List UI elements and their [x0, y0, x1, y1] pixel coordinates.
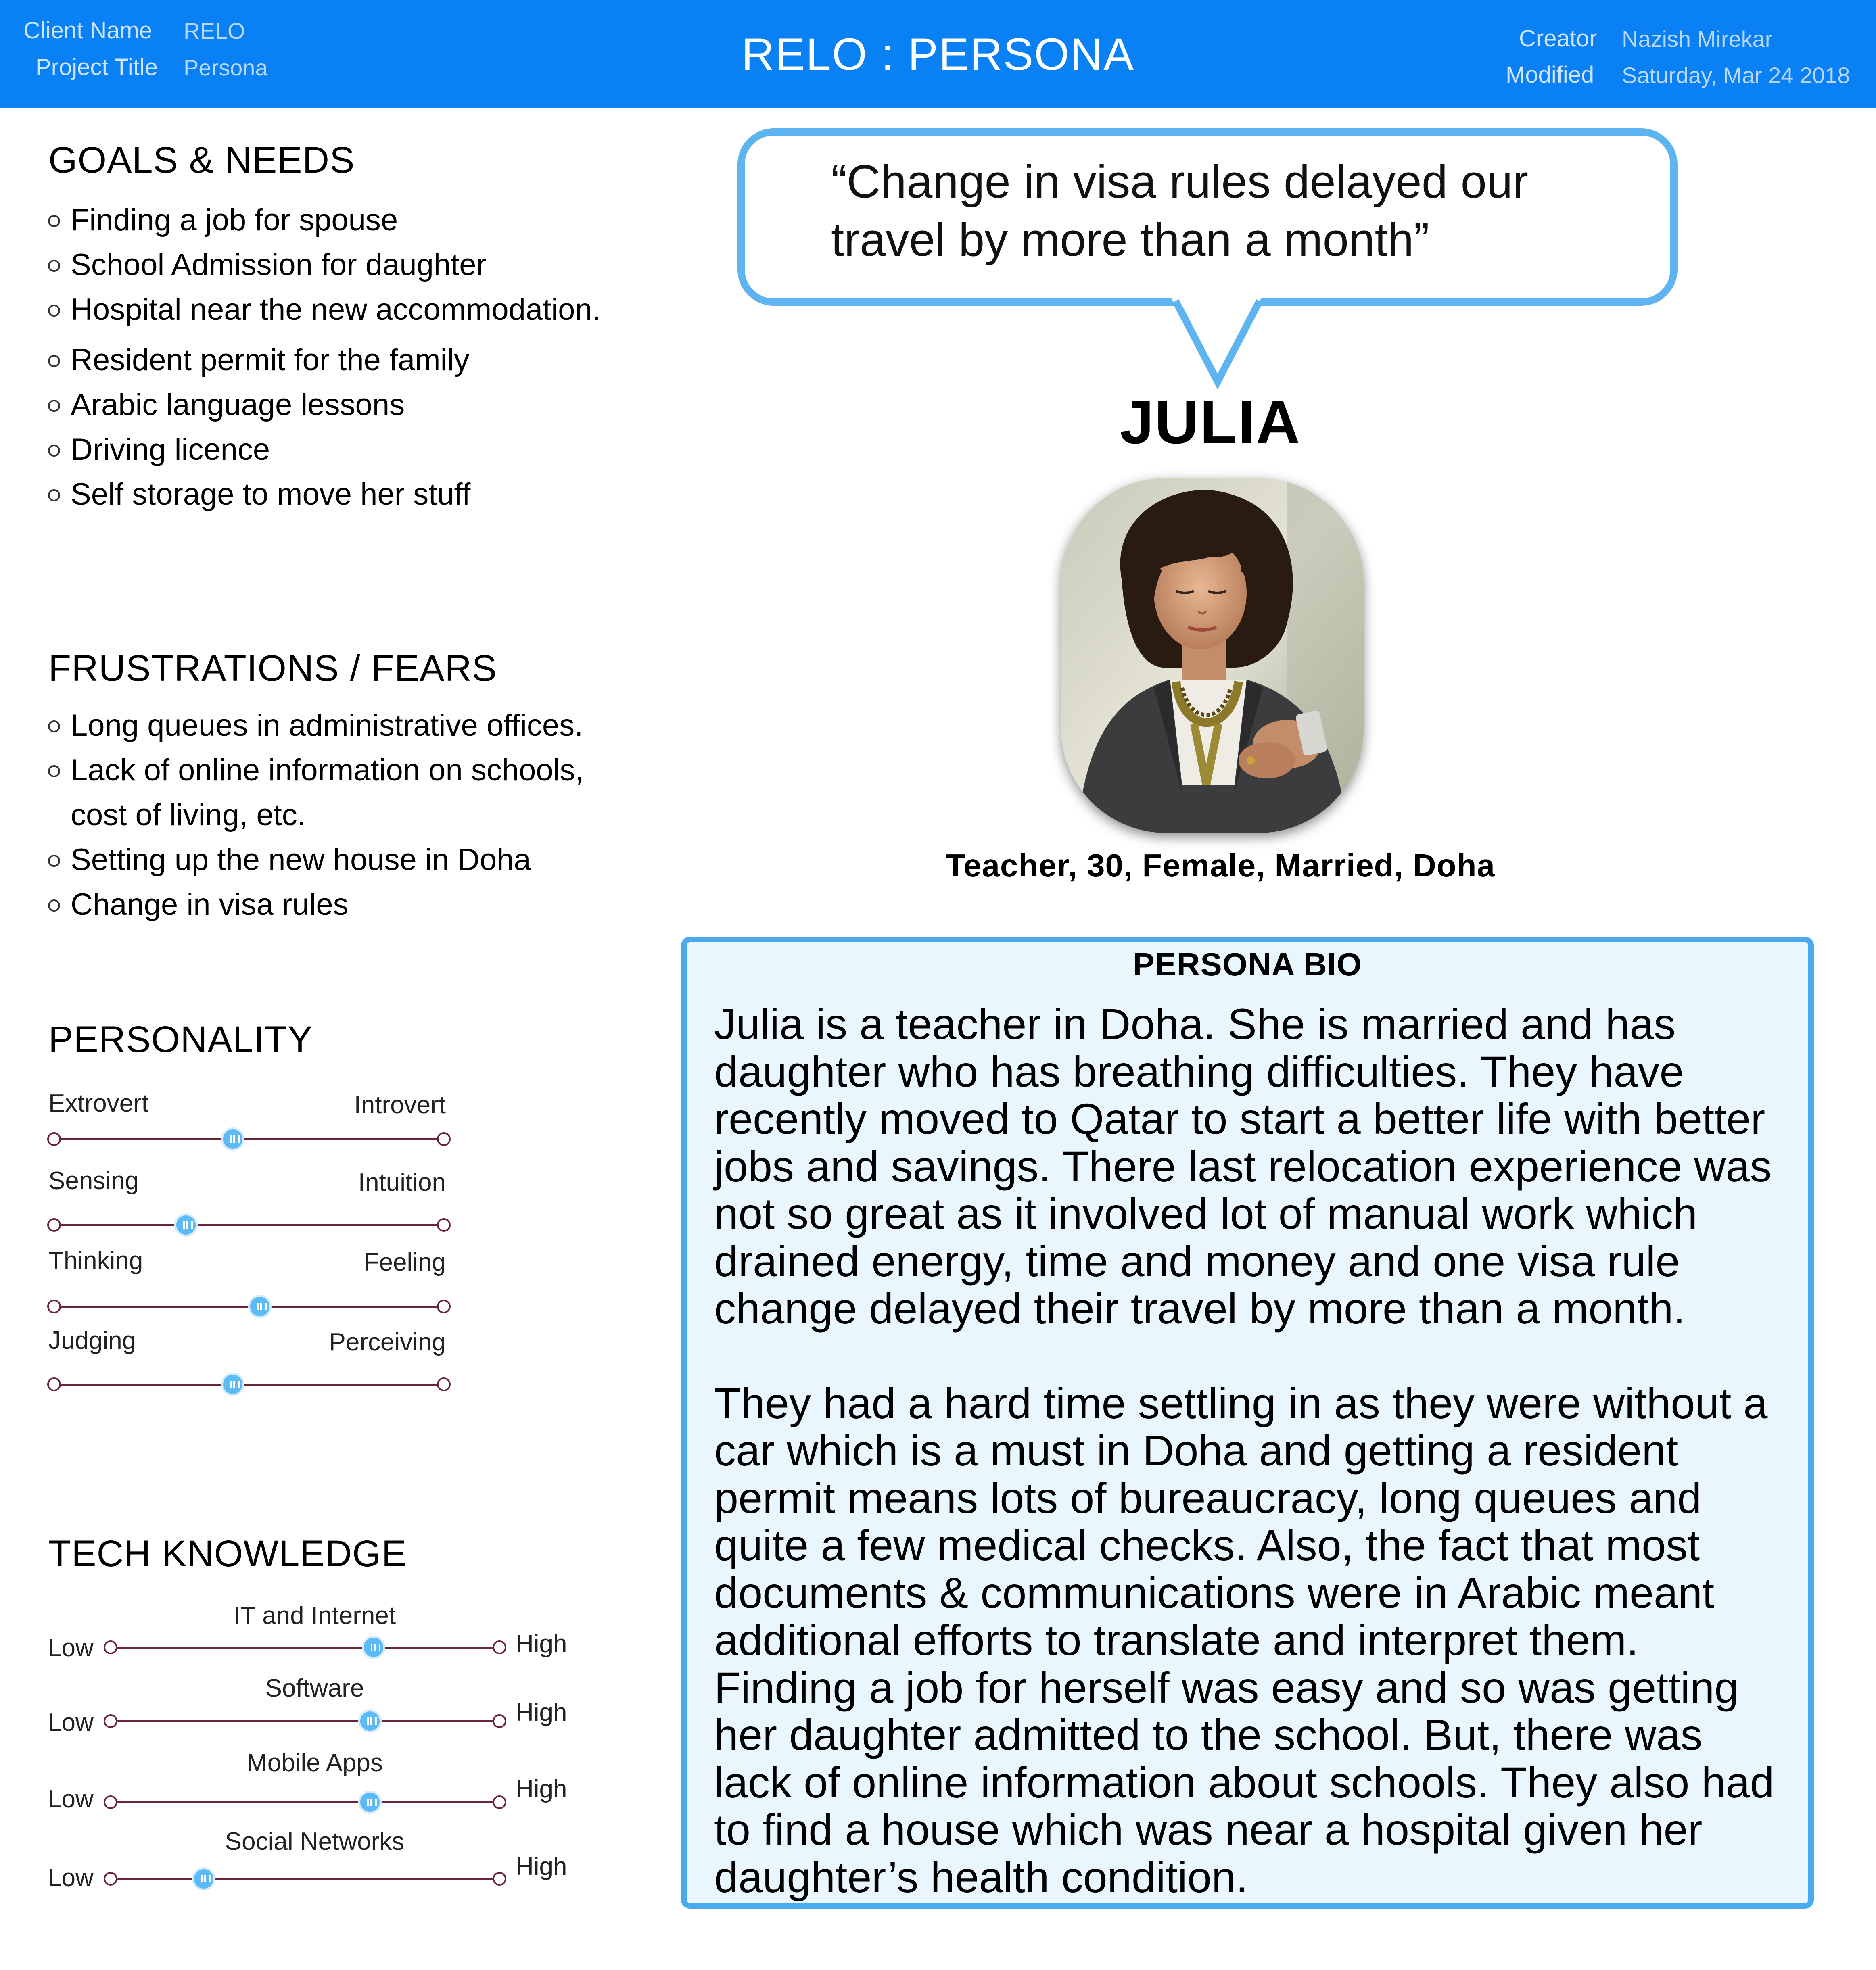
slider-track	[111, 1720, 497, 1722]
slider-end-right	[493, 1640, 506, 1654]
personality-left-label: Judging	[48, 1327, 136, 1354]
bio-paragraph: They had a hard time settling in as they were without a car which is a must in Doha and getting a resident permit means lots of bureaucracy, long queues and quite a few medical checks. Also, the fact that most documents & communications were in Arabic meant additional efforts to translate and interpret them. Finding a job for herself was easy and so was getting her daughter admitted to the school. But, there was lack of online information about schools. They also had to find a house which was near a hospital given her daughter’s health condition.	[714, 1378, 1774, 1901]
personality-title: PERSONALITY	[48, 1019, 313, 1060]
personality-right-label: Introvert	[354, 1091, 446, 1119]
slider-knob[interactable]	[192, 1867, 215, 1891]
client-name-value: RELO	[184, 18, 245, 44]
bio-text	[714, 1000, 1787, 1948]
bio-title: PERSONA BIO	[1132, 946, 1362, 982]
tech-high-label: High	[516, 1699, 567, 1726]
slider-end-left	[47, 1132, 61, 1146]
frustrations-title: FRUSTRATIONS / FEARS	[48, 648, 497, 689]
project-title-value: Persona	[184, 55, 268, 80]
list-item	[46, 748, 584, 837]
list-item: School Admission for daughter	[46, 242, 601, 287]
client-name-label: Client Name	[23, 17, 153, 44]
list-item: Self storage to move her stuff	[46, 472, 601, 517]
tech-skill-label: Software	[265, 1674, 364, 1702]
personality-right-label: Feeling	[364, 1248, 446, 1276]
slider-end-right	[493, 1714, 506, 1728]
list-item: Change in visa rules	[46, 882, 584, 927]
slider-end-right	[437, 1300, 451, 1313]
persona-caption: Teacher, 30, Female, Married, Doha	[946, 847, 1495, 883]
tech-skill-label: Mobile Apps	[247, 1749, 383, 1777]
modified-label: Modified	[1506, 62, 1594, 88]
personality-left-label: Extrovert	[48, 1089, 149, 1117]
tech-low-label: Low	[48, 1864, 94, 1892]
slider-knob[interactable]	[358, 1791, 382, 1814]
list-item: Hospital near the new accommodation.	[46, 287, 601, 332]
project-title-label: Project Title	[36, 54, 158, 80]
tech-high-label: High	[516, 1630, 567, 1658]
slider-track	[54, 1224, 442, 1226]
slider-track	[111, 1878, 497, 1880]
list-item: Resident permit for the family	[46, 338, 601, 382]
slider-knob[interactable]	[358, 1709, 382, 1733]
tech-low-label: Low	[48, 1709, 94, 1736]
modified-value: Saturday, Mar 24 2018	[1622, 63, 1850, 88]
tech-low-label: Low	[48, 1785, 94, 1813]
list-item: Driving licence	[46, 427, 601, 472]
slider-knob[interactable]	[248, 1295, 272, 1318]
goals-title: GOALS & NEEDS	[48, 140, 355, 181]
slider-end-right	[493, 1795, 506, 1809]
tech-skill-label: Social Networks	[225, 1828, 405, 1855]
personality-right-label: Intuition	[358, 1169, 446, 1196]
list-item: Setting up the new house in Doha	[46, 837, 584, 882]
slider-end-right	[437, 1377, 451, 1391]
slider-knob[interactable]	[221, 1373, 244, 1396]
bio-paragraph: Julia is a teacher in Doha. She is married and has daughter who has breathing difficulties. They have recently moved to Qatar to start a better life with better jobs and savings. There last relocation experience was not so great as it involved lot of manual work which drained energy, time and money and one visa rule change delayed their travel by more than a month.	[714, 1000, 1772, 1333]
slider-end-left	[47, 1300, 61, 1313]
persona-name: JULIA	[1120, 388, 1301, 457]
creator-value: Nazish Mirekar	[1622, 26, 1773, 52]
list-item: Arabic language lessons	[46, 382, 601, 427]
slider-knob[interactable]	[362, 1636, 385, 1659]
slider-end-left	[104, 1640, 117, 1654]
personality-left-label: Thinking	[48, 1247, 143, 1275]
slider-track	[54, 1138, 442, 1140]
header-bar	[0, 0, 1876, 108]
tech-high-label: High	[516, 1775, 567, 1803]
goals-list	[46, 198, 601, 517]
persona-portrait-illustration	[1061, 478, 1364, 833]
creator-label: Creator	[1519, 25, 1597, 52]
persona-photo	[1061, 478, 1364, 833]
list-item-line: Lack of online information on schools,	[71, 753, 584, 787]
persona-quote: “Change in visa rules delayed our travel by more than a month”	[831, 155, 1529, 266]
slider-end-right	[437, 1218, 451, 1232]
slider-end-left	[104, 1714, 117, 1728]
slider-end-right	[493, 1872, 506, 1886]
tech-skill-label: IT and Internet	[233, 1602, 396, 1630]
page-title: RELO : PERSONA	[741, 29, 1135, 79]
quote-bubble-tail	[1170, 298, 1267, 395]
personality-left-label: Sensing	[48, 1167, 139, 1195]
frustrations-list	[46, 703, 584, 927]
list-item: Finding a job for spouse	[46, 198, 601, 242]
slider-end-left	[47, 1218, 61, 1232]
slider-knob[interactable]	[221, 1127, 244, 1151]
tech-high-label: High	[516, 1853, 567, 1880]
slider-end-left	[104, 1795, 117, 1809]
tech-title: TECH KNOWLEDGE	[48, 1533, 407, 1574]
tech-low-label: Low	[48, 1634, 94, 1662]
list-item: Long queues in administrative offices.	[46, 703, 584, 748]
personality-right-label: Perceiving	[329, 1328, 446, 1356]
slider-end-left	[47, 1377, 61, 1391]
slider-knob[interactable]	[174, 1213, 198, 1237]
slider-track	[111, 1647, 497, 1649]
slider-track	[111, 1801, 497, 1803]
slider-end-right	[437, 1132, 451, 1146]
list-item-line: cost of living, etc.	[71, 798, 306, 832]
slider-end-left	[104, 1872, 117, 1886]
slider-track	[54, 1384, 442, 1386]
